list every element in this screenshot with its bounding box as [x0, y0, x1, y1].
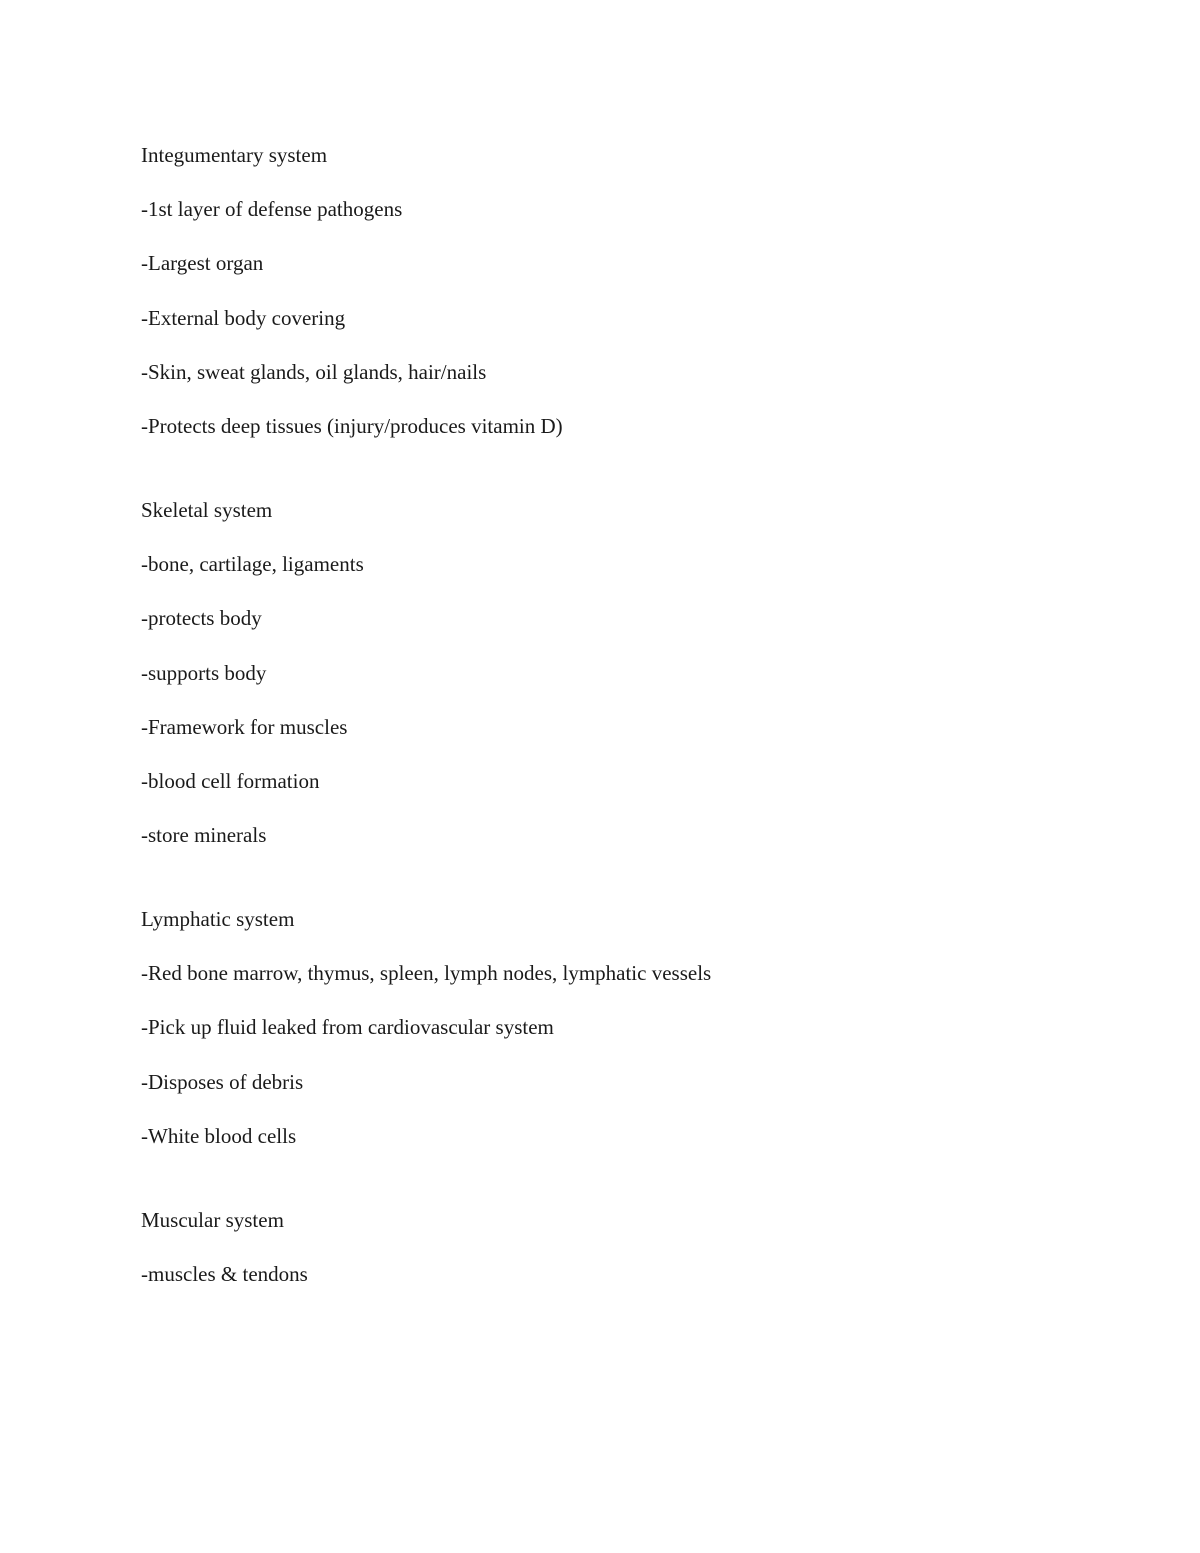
list-item: -Protects deep tissues (injury/produces vitamin D) [141, 413, 563, 438]
list-item: -blood cell formation [141, 768, 320, 793]
document-body [141, 140, 1121, 1343]
section-heading: Skeletal system [141, 497, 273, 522]
list-item: -muscles & tendons [141, 1262, 308, 1286]
list-item: -protects body [141, 606, 262, 631]
section-heading: Lymphatic system [141, 907, 295, 932]
list-item: -1st layer of defense pathogens [141, 197, 403, 222]
section-skeletal [141, 495, 1121, 850]
list-item: -Pick up fluid leaked from cardiovascular system [141, 1015, 554, 1040]
list-item: -Skin, sweat glands, oil glands, hair/nails [141, 359, 487, 384]
section-heading: Muscular system [141, 1207, 284, 1232]
list-item: -Red bone marrow, thymus, spleen, lymph nodes, lymphatic vessels [141, 961, 712, 986]
section-heading: Integumentary system [141, 143, 328, 167]
section-integumentary [141, 140, 1121, 441]
list-item: -Disposes of debris [141, 1069, 304, 1094]
section-lymphatic [141, 904, 1121, 1151]
list-item: -Framework for muscles [141, 714, 348, 739]
section-muscular [141, 1205, 1121, 1289]
list-item: -supports body [141, 660, 267, 685]
list-item: -Largest organ [141, 251, 264, 276]
list-item: -bone, cartilage, ligaments [141, 552, 364, 577]
list-item: -White blood cells [141, 1123, 297, 1148]
list-item: -External body covering [141, 305, 346, 330]
list-item: -store minerals [141, 823, 267, 848]
